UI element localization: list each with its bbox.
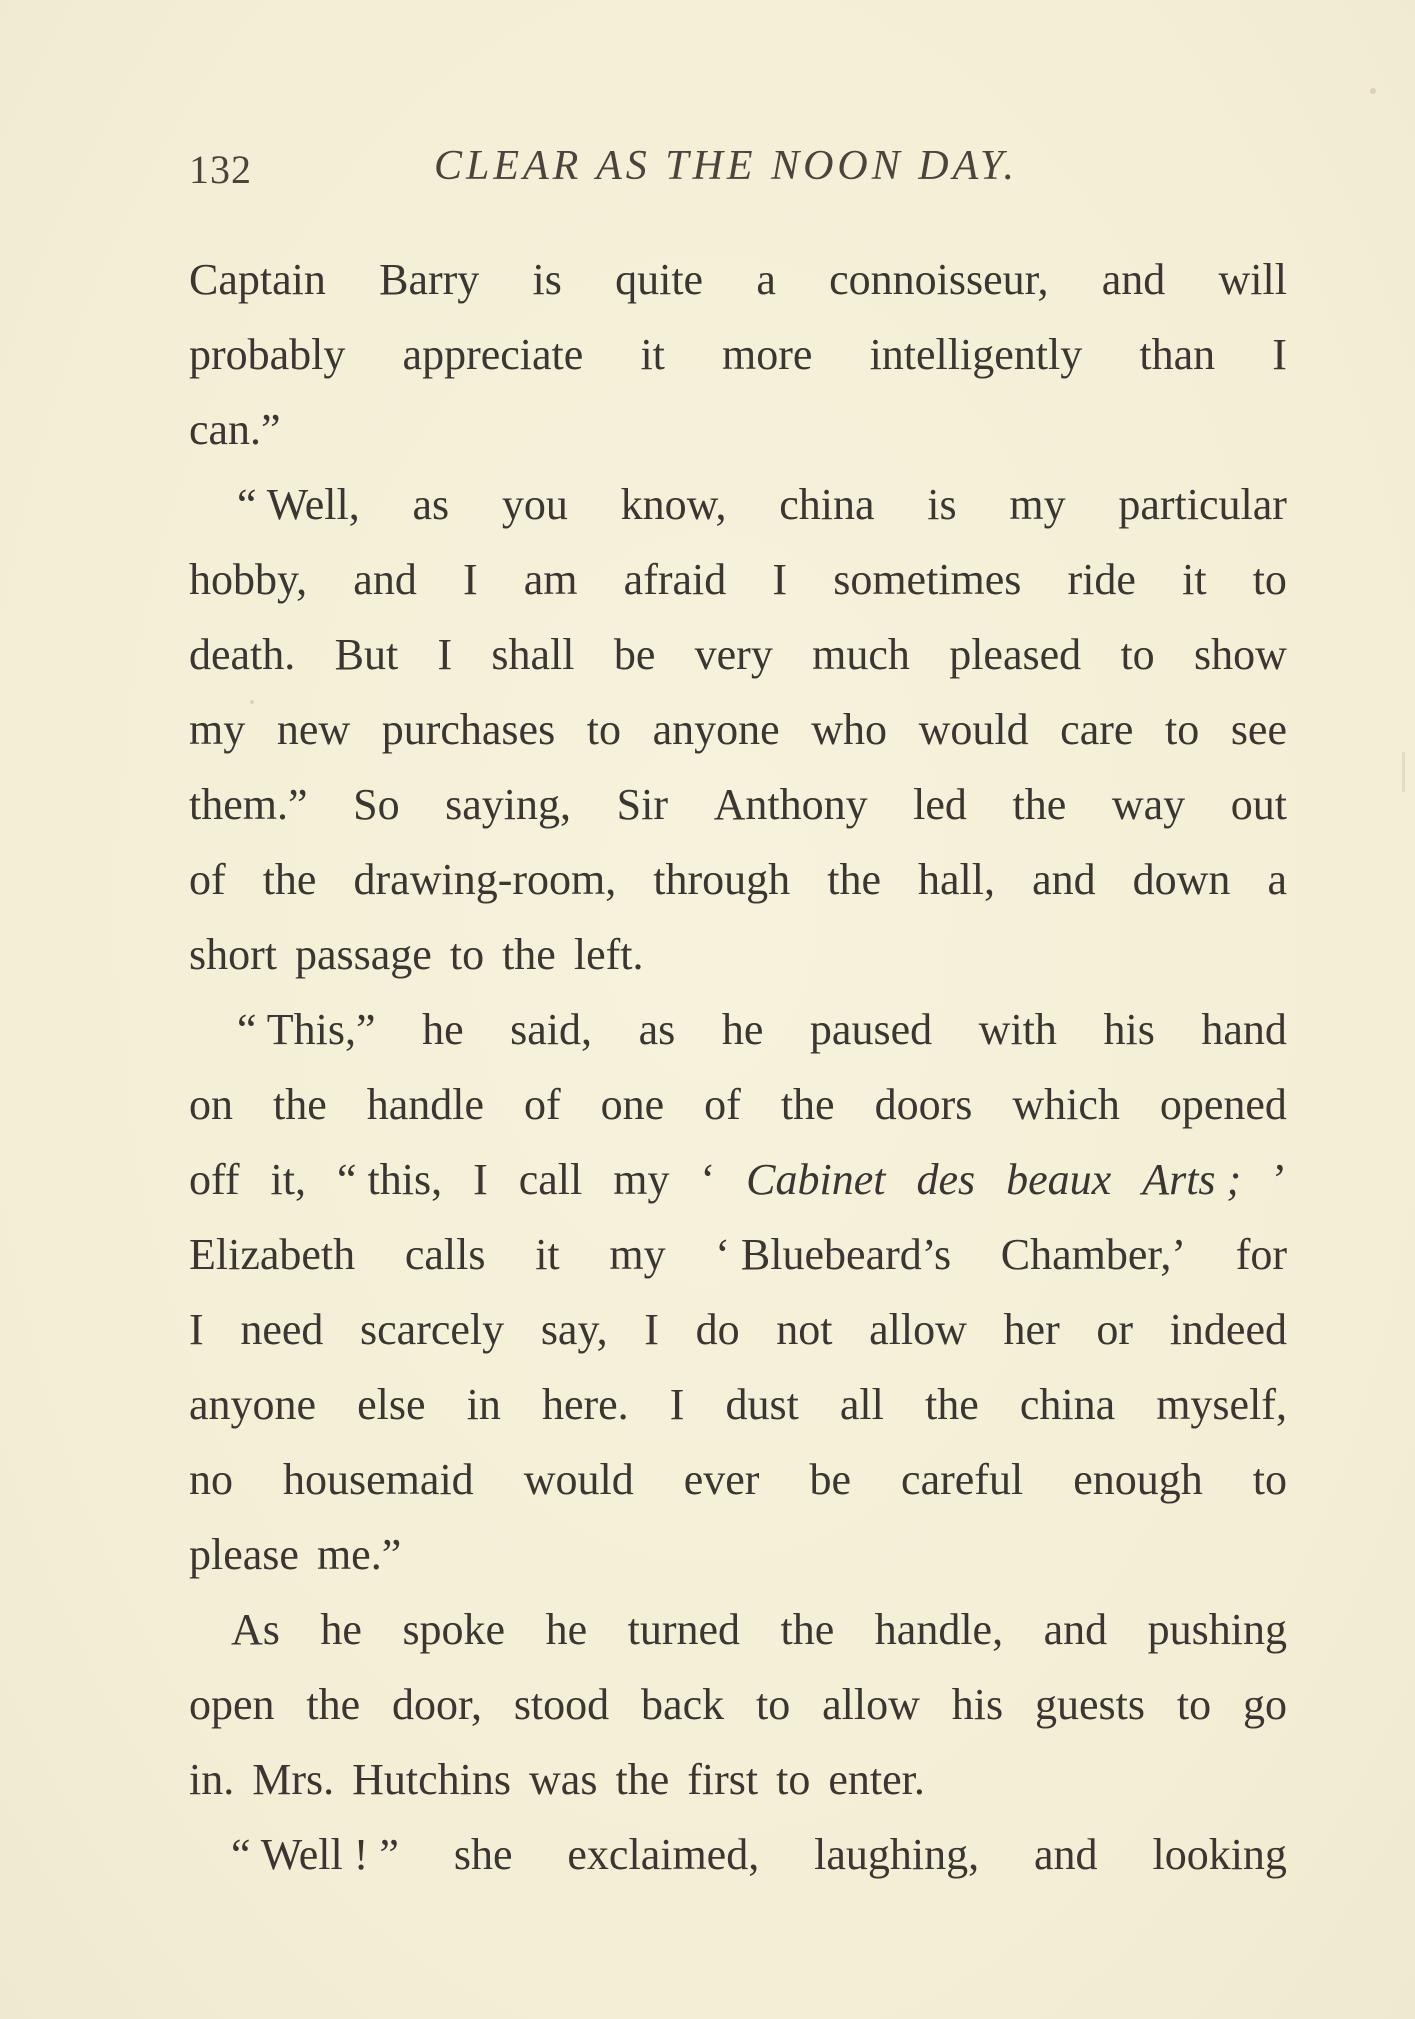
word: I <box>1272 330 1287 379</box>
word: off <box>189 1155 240 1204</box>
word: the <box>1012 780 1067 829</box>
word: to <box>586 705 622 754</box>
word: was <box>529 1755 598 1804</box>
word: not <box>776 1305 833 1354</box>
word: As <box>231 1605 280 1654</box>
word: guests <box>1034 1680 1145 1729</box>
word: he <box>721 1005 764 1054</box>
paper-speck <box>1402 752 1405 792</box>
word: and <box>1034 1830 1098 1879</box>
word: turned <box>627 1605 741 1654</box>
word: show <box>1193 630 1287 679</box>
word: appreciate <box>402 330 584 379</box>
word: he <box>422 1005 464 1054</box>
word: the <box>780 1605 835 1654</box>
word: I <box>644 1305 659 1354</box>
word: to <box>449 930 485 979</box>
word: first <box>687 1755 759 1804</box>
text-line <box>189 1217 1287 1292</box>
word: her <box>1003 1305 1060 1354</box>
word: hobby, <box>189 555 308 604</box>
word: here. <box>541 1380 629 1429</box>
word: his <box>951 1680 1004 1729</box>
word: for <box>1235 1230 1287 1279</box>
word: ’ <box>1272 1155 1287 1204</box>
body-text <box>189 242 1287 1892</box>
word: down <box>1132 855 1231 904</box>
word: door, <box>392 1680 482 1729</box>
word: allow <box>822 1680 920 1729</box>
word: a <box>756 255 776 304</box>
word: stood <box>513 1680 610 1729</box>
word: to <box>776 1755 811 1804</box>
word: probably <box>189 330 346 379</box>
word: in <box>466 1380 501 1429</box>
word: drawing-room, <box>353 855 617 904</box>
word: would <box>918 705 1029 754</box>
text-line <box>189 842 1287 917</box>
word: to <box>1252 1455 1287 1504</box>
word: see <box>1230 705 1287 754</box>
word: china <box>1019 1380 1116 1429</box>
word: hand <box>1201 1005 1287 1054</box>
text-line <box>189 1442 1287 1517</box>
text-line <box>189 242 1287 317</box>
text-line <box>189 317 1287 392</box>
word: can.” <box>189 405 281 454</box>
word: indeed <box>1169 1305 1287 1354</box>
text-line <box>189 392 1287 467</box>
word: out <box>1230 780 1287 829</box>
word: and <box>1043 1605 1108 1654</box>
word: it, <box>270 1155 306 1204</box>
word: and <box>353 555 417 604</box>
word: me.” <box>316 1530 402 1579</box>
text-line <box>189 767 1287 842</box>
word: purchases <box>381 705 556 754</box>
word: to <box>1165 705 1200 754</box>
word: ever <box>683 1455 760 1504</box>
word: will <box>1218 255 1287 304</box>
word: the <box>924 1380 979 1429</box>
word: do <box>695 1305 740 1354</box>
word: So <box>353 780 400 829</box>
word: paused <box>809 1005 933 1054</box>
word: laughing, <box>814 1830 980 1879</box>
word: enter. <box>828 1755 925 1804</box>
word: she <box>453 1830 513 1879</box>
word: or <box>1096 1305 1134 1354</box>
word: intelligently <box>869 330 1083 379</box>
word: to <box>755 1680 791 1729</box>
word: careful <box>901 1455 1024 1504</box>
word: is <box>532 255 562 304</box>
word: afraid <box>623 555 727 604</box>
word: very <box>694 630 773 679</box>
text-line <box>189 1067 1287 1142</box>
word: my <box>189 705 246 754</box>
word: Sir <box>616 780 668 829</box>
word: “ This,” <box>237 1005 376 1054</box>
word: way <box>1111 780 1186 829</box>
word: Hutchins <box>352 1755 512 1804</box>
word: handle <box>366 1080 485 1129</box>
word: handle, <box>874 1605 1004 1654</box>
word: passage <box>295 930 432 979</box>
text-line <box>189 1592 1287 1667</box>
word: all <box>839 1380 884 1429</box>
word: myself, <box>1156 1380 1287 1429</box>
word: need <box>240 1305 324 1354</box>
word: and <box>1101 255 1166 304</box>
word: I <box>437 630 453 679</box>
word: no <box>189 1455 233 1504</box>
word: ‘ <box>700 1155 716 1204</box>
word: them.” <box>189 780 308 829</box>
text-line <box>189 1367 1287 1442</box>
word: would <box>523 1455 634 1504</box>
word: opened <box>1159 1080 1287 1129</box>
word: des <box>916 1155 976 1204</box>
word: spoke <box>402 1605 506 1654</box>
text-line <box>189 467 1287 542</box>
word: which <box>1012 1080 1120 1129</box>
word: is <box>927 480 957 529</box>
word: shall <box>491 630 575 679</box>
text-line <box>189 1667 1287 1742</box>
word: am <box>523 555 578 604</box>
running-title: CLEAR AS THE NOON DAY. <box>434 143 1018 189</box>
text-line <box>189 992 1287 1067</box>
word: pushing <box>1147 1605 1287 1654</box>
word: left. <box>573 930 644 979</box>
text-line <box>189 617 1287 692</box>
word: than <box>1139 330 1216 379</box>
word: it <box>640 330 665 379</box>
word: say, <box>540 1305 608 1354</box>
word: allow <box>869 1305 967 1354</box>
word: Barry <box>379 255 480 304</box>
word: care <box>1060 705 1134 754</box>
word: he <box>320 1605 362 1654</box>
word: it <box>535 1230 560 1279</box>
word: who <box>811 705 888 754</box>
word: you <box>501 480 568 529</box>
word: much <box>812 630 910 679</box>
word: scarcely <box>360 1305 505 1354</box>
text-line <box>189 542 1287 617</box>
word: the <box>502 930 556 979</box>
text-line <box>189 917 1287 992</box>
text-line <box>189 1742 1287 1817</box>
word: anyone <box>189 1380 317 1429</box>
word: of <box>524 1080 561 1129</box>
word: Elizabeth <box>189 1230 356 1279</box>
word: back <box>641 1680 725 1729</box>
word: to <box>1252 555 1287 604</box>
word: anyone <box>652 705 780 754</box>
word: looking <box>1152 1830 1287 1879</box>
word: go <box>1242 1680 1287 1729</box>
word: the <box>615 1755 670 1804</box>
word: I <box>772 555 788 604</box>
word: I <box>473 1155 488 1204</box>
word: enough <box>1073 1455 1203 1504</box>
word: I <box>189 1305 204 1354</box>
word: my <box>609 1230 666 1279</box>
text-line <box>189 1517 1287 1592</box>
page-header <box>189 142 1289 202</box>
page-number: 132 <box>189 147 252 192</box>
word: with <box>978 1005 1057 1054</box>
word: led <box>913 780 967 829</box>
word: beaux <box>1006 1155 1112 1204</box>
word: I <box>462 555 478 604</box>
word: ‘ Bluebeard’s <box>715 1230 952 1279</box>
word: Captain <box>189 255 326 304</box>
word: the <box>272 1080 327 1129</box>
word: Cabinet <box>746 1155 886 1204</box>
word: Arts ; <box>1142 1155 1242 1204</box>
word: my <box>613 1155 670 1204</box>
word: hall, <box>918 855 996 904</box>
word: to <box>1120 630 1155 679</box>
word: short <box>189 930 277 979</box>
word: said, <box>510 1005 593 1054</box>
word: But <box>334 630 399 679</box>
text-line <box>189 1292 1287 1367</box>
word: ride <box>1067 555 1136 604</box>
word: as <box>412 480 450 529</box>
word: “ Well, <box>237 480 360 529</box>
word: the <box>306 1680 361 1729</box>
word: china <box>779 480 875 529</box>
word: the <box>780 1080 835 1129</box>
word: his <box>1103 1005 1155 1054</box>
word: as <box>638 1005 676 1054</box>
word: dust <box>725 1380 799 1429</box>
word: exclaimed, <box>567 1830 760 1879</box>
word: doors <box>874 1080 973 1129</box>
word: sometimes <box>833 555 1022 604</box>
word: new <box>276 705 351 754</box>
word: through <box>653 855 791 904</box>
word: pleased <box>949 630 1082 679</box>
word: please <box>189 1530 299 1579</box>
word: calls <box>404 1230 486 1279</box>
word: “ Well ! ” <box>231 1830 399 1879</box>
word: Anthony <box>713 780 868 829</box>
word: more <box>722 330 813 379</box>
word: be <box>613 630 656 679</box>
word: death. <box>189 630 296 679</box>
word: one <box>600 1080 665 1129</box>
word: Chamber,’ <box>1000 1230 1186 1279</box>
text-line <box>189 1817 1287 1892</box>
paper-speck <box>1370 88 1376 94</box>
text-line <box>189 692 1287 767</box>
word: know, <box>620 480 727 529</box>
word: saying, <box>445 780 572 829</box>
word: of <box>189 855 226 904</box>
word: else <box>357 1380 426 1429</box>
word: “ this, <box>336 1155 443 1204</box>
word: the <box>827 855 881 904</box>
word: the <box>262 855 317 904</box>
word: I <box>669 1380 685 1429</box>
text-line <box>189 1142 1287 1217</box>
word: Mrs. <box>252 1755 335 1804</box>
word: my <box>1009 480 1066 529</box>
word: open <box>189 1680 275 1729</box>
word: quite <box>615 255 704 304</box>
word: to <box>1176 1680 1212 1729</box>
word: housemaid <box>283 1455 474 1504</box>
word: of <box>704 1080 741 1129</box>
word: in. <box>189 1755 235 1804</box>
word: and <box>1032 855 1096 904</box>
word: connoisseur, <box>829 255 1049 304</box>
word: be <box>809 1455 852 1504</box>
word: a <box>1267 855 1287 904</box>
word: on <box>189 1080 233 1129</box>
word: it <box>1182 555 1207 604</box>
word: he <box>545 1605 588 1654</box>
word: particular <box>1118 480 1287 529</box>
paper-speck <box>250 700 254 704</box>
word: call <box>518 1155 583 1204</box>
